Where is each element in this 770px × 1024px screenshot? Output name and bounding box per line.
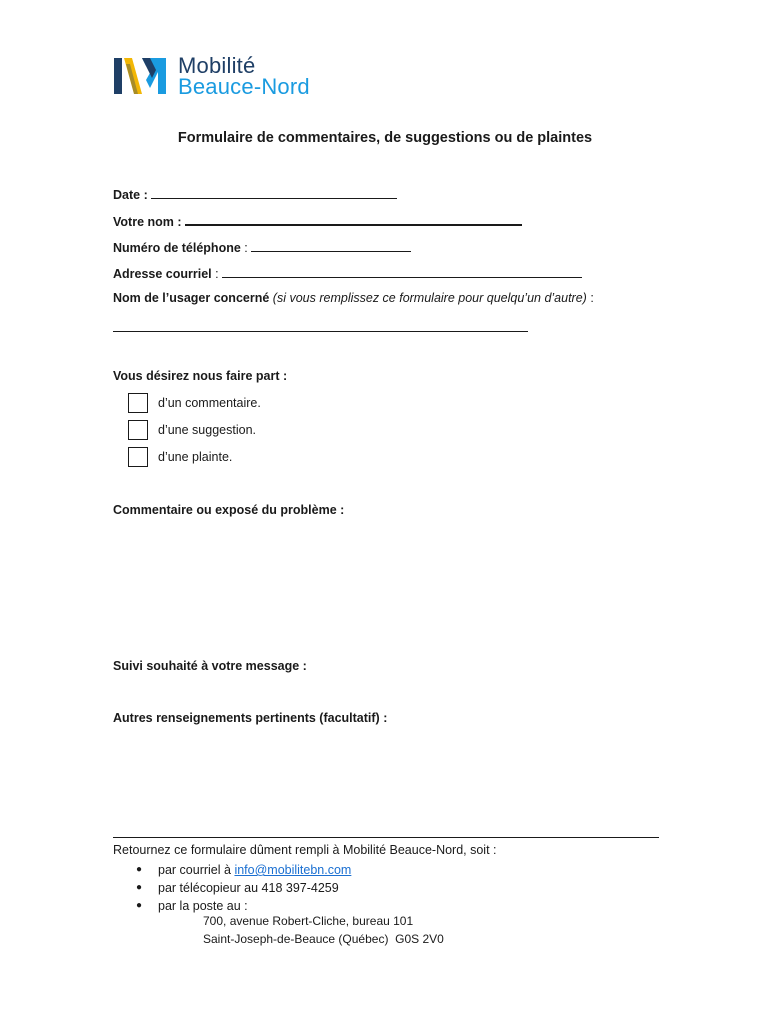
option-complaint[interactable] <box>128 446 232 468</box>
list-item <box>136 897 351 915</box>
user-label: Nom de l’usager concerné <box>113 291 270 305</box>
bullet-icon: ● <box>136 900 143 911</box>
bullet-icon: ● <box>136 882 143 893</box>
phone-label: Numéro de téléphone <box>113 241 241 255</box>
logo <box>112 54 310 98</box>
other-info-label: Autres renseignements pertinents (facultatif) : <box>113 711 388 725</box>
user-field <box>113 291 594 305</box>
fax-text: par télécopieur au 418 397-4259 <box>158 881 339 895</box>
email-rule[interactable] <box>222 266 582 278</box>
date-label: Date : <box>113 188 148 202</box>
form-title: Formulaire de commentaires, de suggestions ou de plaintes <box>177 130 593 146</box>
footer-divider <box>113 837 659 838</box>
name-rule[interactable] <box>185 213 522 226</box>
date-field[interactable] <box>113 187 397 202</box>
email-colon: : <box>215 267 219 281</box>
name-field[interactable] <box>113 213 522 229</box>
logo-text <box>178 55 310 97</box>
checkbox-comment[interactable] <box>128 393 148 413</box>
followup-label: Suivi souhaité à votre message : <box>113 659 307 673</box>
address-line-1: 700, avenue Robert-Cliche, bureau 101 <box>203 914 414 928</box>
phone-field[interactable] <box>113 240 411 255</box>
share-label: Vous désirez nous faire part : <box>113 369 288 383</box>
email-label: Adresse courriel <box>113 267 212 281</box>
bullet-icon: ● <box>136 864 143 875</box>
option-complaint-label: d’une plainte. <box>158 450 233 464</box>
comment-label: Commentaire ou exposé du problème : <box>113 503 345 517</box>
email-link[interactable]: info@mobilitebn.com <box>234 863 352 877</box>
option-suggestion-label: d’une suggestion. <box>158 423 256 437</box>
user-rule[interactable] <box>113 331 528 332</box>
email-field[interactable] <box>113 266 582 281</box>
mail-text: par la poste au : <box>158 899 248 913</box>
phone-colon: : <box>244 241 248 255</box>
option-comment-label: d’un commentaire. <box>158 396 261 410</box>
checkbox-complaint[interactable] <box>128 447 148 467</box>
name-label: Votre nom : <box>113 215 182 229</box>
checkbox-suggestion[interactable] <box>128 420 148 440</box>
mobilite-logo-icon <box>112 54 168 98</box>
footer-intro: Retournez ce formulaire dûment rempli à Mobilité Beauce-Nord, soit : <box>113 843 497 857</box>
phone-rule[interactable] <box>251 240 411 252</box>
address-line-2: Saint-Joseph-de-Beauce (Québec) G0S 2V0 <box>203 932 444 946</box>
logo-line-1: Mobilité <box>178 53 256 78</box>
contact-methods-list <box>136 861 351 915</box>
user-note: (si vous remplissez ce formulaire pour quelqu’un d’autre) <box>272 291 587 305</box>
logo-line-2: Beauce-Nord <box>178 74 310 99</box>
date-rule[interactable] <box>151 187 397 199</box>
list-item <box>136 861 351 879</box>
option-comment[interactable] <box>128 392 261 414</box>
list-item <box>136 879 351 897</box>
email-prefix: par courriel à <box>158 863 231 877</box>
user-colon: : <box>590 291 594 305</box>
option-suggestion[interactable] <box>128 419 256 441</box>
